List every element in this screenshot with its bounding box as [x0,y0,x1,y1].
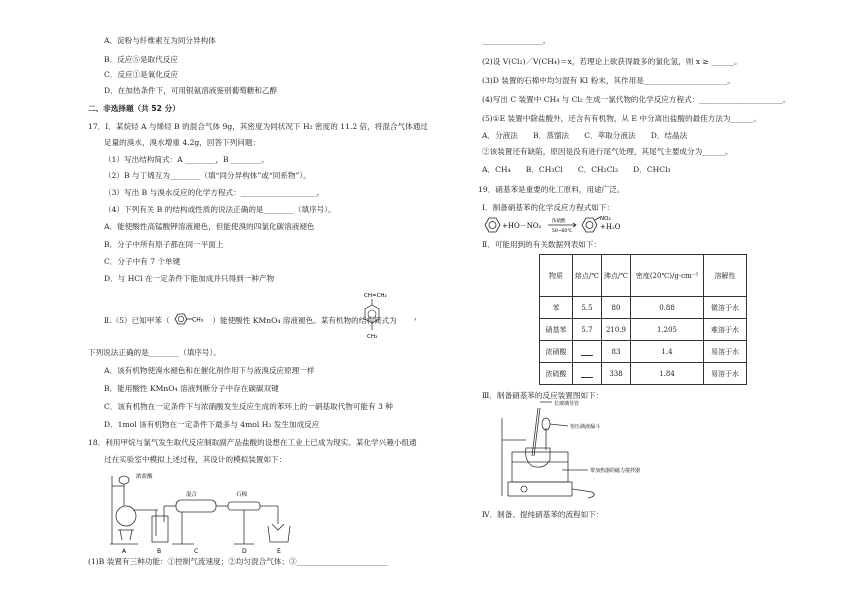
option-d: D．在加热条件下，可用银氨溶液鉴别葡萄糖和乙醇 [104,86,278,95]
q17-4-option-a: A．能使酸性高锰酸钾溶液褪色，但能使溴的四氯化碳溶液褪色 [104,222,315,231]
letter-c: C [194,548,199,554]
q18-line2: 过在实验室中模拟上述过程，其设计的模拟装置如下： [104,455,287,464]
cell-solubility: 微溶于水 [704,297,747,319]
table-header-row [540,255,747,297]
eq-temperature: 50~60℃ [552,229,573,234]
header-substance: 物质 [540,255,573,297]
eq-catalyst: 浓硫酸 [552,219,566,224]
cell-density: 1.4 [631,341,704,363]
q17-5-option-b: B．能用酸性 KMnO₄ 溶液判断分子中存在碳碳双键 [104,384,279,393]
q17-5-prefix: Ⅱ.（5）已知甲苯（ [104,316,170,325]
q18-part5-1: (5)①E 装置中除盐酸外，还含有有机物，从 E 中分离出盐酸的最佳方法为______。 [482,114,761,123]
label-asbestos: 石棉 [236,492,248,498]
q17-part4: （4）下列有关 B 的结构或性质的说法正确的是________（填序号）。 [104,205,336,214]
label-long-tube: 长玻璃导管 [554,401,580,407]
section-heading: 二、非选择题（共 52 分） [88,104,180,113]
q18-part5-options: A．分液法 B．蒸馏法 C．萃取分液法 D．结晶法 [482,131,688,140]
cell-substance: 苯 [540,297,573,319]
q17-5-middle: ）能使酸性 KMnO₄ 溶液褪色。某有机物的结构简式为 [212,316,397,325]
table-row [540,297,747,319]
q17-line2: 足量的溴水，溴水增重 4.2g，回答下列问题： [104,138,261,147]
cell-boiling: 80 [602,297,631,319]
q17-5-option-d: D．1mol 该有机物在一定条件下最多与 4mol H₂ 发生加成反应 [104,420,320,429]
cell-solubility: 易溶于水 [704,341,747,363]
table-row [540,319,747,341]
letter-a: A [122,548,127,554]
q18-continuation: ________________。 [482,36,551,45]
cell-density: 1.84 [631,363,704,385]
cell-boiling: 210.9 [602,319,631,341]
q17-4-option-b: B．分子中所有原子都在同一平面上 [104,240,224,249]
header-melting-point: 熔点/℃ [573,255,602,297]
option-b: B．反应⑤是取代反应 [104,55,178,64]
q18-part3: (3)D 装置的石棉中均匀混有 KI 粉末，其作用是______________________。 [482,76,735,85]
nitration-equation [482,214,662,236]
q17-5-option-a: A．该有机物使溴水褪色和在催化剂作用下与液溴反应原理一样 [104,366,315,375]
eq-nitro-group: NO₂ [600,216,611,222]
methane-chlorination-apparatus [102,466,302,554]
q17-4-option-c: C．分子中有 7 个单键 [104,257,181,266]
q17-line1: 17．Ⅰ．某烷烃 A 与烯烃 B 的混合气体 9g，其密度为同状况下 H₂ 密度的 11.2 倍，将混合气体通过 [88,122,428,131]
q17-part3: （3）写出 B 与溴水反应的化学方程式：____________________。 [104,188,325,197]
cell-substance: 浓硝酸 [540,341,573,363]
letter-d: D [242,548,247,554]
toluene-structure [172,312,210,326]
q19-title: 19．硝基苯是重要的化工原料，用途广泛。 [478,185,625,194]
properties-table [539,254,747,385]
q18-part1: (1)B 装置有三种功能：①控制气流速度；②均匀混合气体；③________________________ [88,557,388,566]
q17-4-option-d: D．与 HCl 在一定条件下能加成并只得到一种产物 [104,274,275,283]
option-a: A．淀粉与纤维素互为同分异构体 [104,36,216,45]
cell-density: 1.205 [631,319,704,341]
q18-part2: (2)设 V(Cl₂)／V(CH₄)＝x，若理论上欲获得最多的氯化氢，则 x ≥ ______。 [482,57,742,66]
cell-melting [573,341,602,363]
cell-melting [573,363,602,385]
header-solubility: 溶解性 [704,255,747,297]
blank-line [581,347,593,356]
q18-part5-2: ②该装置还有缺陷，原因是没有进行尾气处理，其尾气主要成分为______。 [482,147,733,156]
cell-boiling: 338 [602,363,631,385]
q18-line1: 18．利用甲烷与氯气发生取代反应制取副产品盐酸的设想在工业上已成为现实。某化学兴趣小组通 [88,438,417,447]
vinyl-group: CH=CH₂ [364,293,387,299]
table-row [540,341,747,363]
methyl-group: CH₃ [367,334,378,340]
label-stirrer: 带加热器的磁力搅拌器 [590,468,641,474]
q17-5-option-c: C．该有机物在一定条件下与浓硝酸发生反应生成的苯环上的一硝基取代物可能有 3 种 [104,402,393,411]
eq-water: +H₂O [600,223,621,231]
cell-substance: 硝基苯 [540,319,573,341]
organic-structure-diagram [356,290,396,346]
letter-b: B [157,548,162,554]
header-boiling-point: 沸点/℃ [602,255,631,297]
cell-melting: 5.7 [573,319,602,341]
q18-part5-2-options: A．CH₄ B．CH₃Cl C．CH₂Cl₂ D．CHCl₃ [482,165,671,174]
cell-density: 0.88 [631,297,704,319]
q19-part4: Ⅳ．制备、提纯硝基苯的流程如下： [482,510,604,519]
cell-solubility: 易溶于水 [704,363,747,385]
q18-part4: (4)写出 C 装置中 CH₄ 与 Cl₂ 生成一氯代物的化学反应方程式：______________________。 [482,95,791,104]
q19-part3: Ⅲ．制备硝基苯的反应装置图如下： [482,391,604,400]
option-c: C．反应①是氧化反应 [104,70,179,79]
header-density: 密度(20℃)/g·cm⁻³ [631,255,704,297]
letter-e: E [277,548,281,554]
label-conc-hcl: 浓盐酸 [136,474,153,480]
q17-5-end: ， [414,312,422,321]
nitrobenzene-apparatus [488,400,678,500]
cell-substance: 浓硫酸 [540,363,573,385]
label-mix: 混合 [186,492,198,498]
cell-solubility: 难溶于水 [704,319,747,341]
label-dropping-funnel: 恒压滴液漏斗 [570,424,601,430]
eq-nitric-acid: +HO－NO₂ [502,222,542,230]
blank-line [581,369,593,378]
q17-part2: （2）B 与丁烯互为________（填“同分异构体”或“同系物”）。 [104,171,311,180]
q17-part1: （1）写出结构简式：A ________，B ________。 [104,155,270,164]
q17-part5-line [104,312,397,326]
q19-part1: Ⅰ．制备硝基苯的化学反应方程式如下： [482,203,615,212]
cell-boiling: 83 [602,341,631,363]
table-row [540,363,747,385]
toluene-methyl: CH₃ [191,316,204,324]
q19-part2: Ⅱ．可能用到的有关数据列表如下： [482,240,602,249]
q17-5-line2: 下列说法正确的是________（填序号）。 [88,348,221,357]
cell-melting: 5.5 [573,297,602,319]
